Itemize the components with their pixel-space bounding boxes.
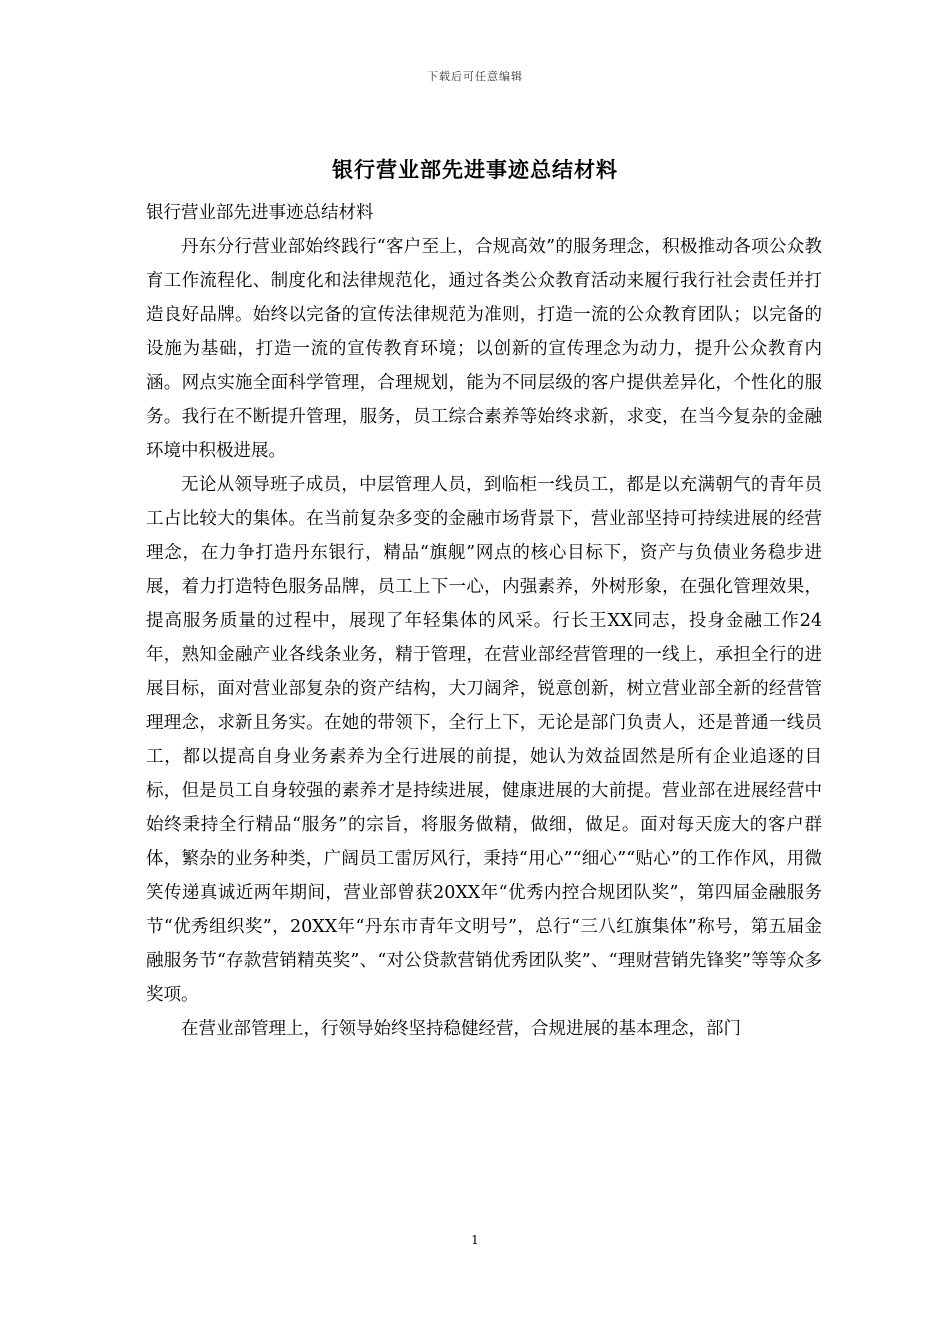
paragraph-1: 丹东分行营业部始终践行“客户至上，合规高效”的服务理念，积极推动各项公众教育工作流程化、制度化和法律规范化，通过各类公众教育活动来履行我行社会责任并打造良好品牌。始终以完备的宣传法律规范为准则，打造一流的公众教育团队；以完备的设施为基础，打造一流的宣传教育环境；以创新的宣传理念为动力，提升公众教育内涵。网点实施全面科学管理，合理规划，能为不同层级的客户提供差异化，个性化的服务。我行在不断提升管理，服务，员工综合素养等始终求新，求变，在当今复杂的金融环境中积极进展。 (146, 237, 822, 461)
document-body (146, 196, 822, 1046)
page-number: 1 (471, 1233, 479, 1247)
page-header-note: 下载后可任意编辑 (427, 70, 523, 83)
paragraph-2: 无论从领导班子成员，中层管理人员，到临柜一线员工，都是以充满朝气的青年员工占比较大的集体。在当前复杂多变的金融市场背景下，营业部坚持可持续进展的经营理念，在力争打造丹东银行，精品“旗舰”网点的核心目标下，资产与负债业务稳步进展，着力打造特色服务品牌，员工上下一心，内强素养，外树形象，在强化管理效果，提高服务质量的过程中，展现了年轻集体的风采。行长王XX同志，投身金融工作24年，熟知金融产业各线条业务，精于管理，在营业部经营管理的一线上，承担全行的进展目标，面对营业部复杂的资产结构，大刀阔斧，锐意创新，树立营业部全新的经营管理理念，求新且务实。在她的带领下，全行上下，无论是部门负责人，还是普通一线员工，都以提高自身业务素养为全行进展的前提，她认为效益固然是所有企业追逐的目标，但是员工自身较强的素养才是持续进展，健康进展的大前提。营业部在进展经营中始终秉持全行精品“服务”的宗旨，将服务做精，做细，做足。面对每天庞大的客户群体，繁杂的业务种类，广阔员工雷厉风行，秉持“用心”“细心”“贴心”的工作作风，用微笑传递真诚近两年期间，营业部曾获20XX年“优秀内控合规团队奖”，第四届金融服务节“优秀组织奖”，20XX年“丹东市青年文明号”，总行“三八红旗集体”称号，第五届金融服务节“存款营销精英奖”、“对公贷款营销优秀团队奖”、“理财营销先锋奖”等等众多奖项。 (146, 475, 822, 1005)
document-subtitle: 银行营业部先进事迹总结材料 (146, 203, 374, 223)
document-title: 银行营业部先进事迹总结材料 (332, 157, 618, 182)
paragraph-3: 在营业部管理上，行领导始终坚持稳健经营，合规进展的基本理念，部门 (181, 1019, 741, 1039)
